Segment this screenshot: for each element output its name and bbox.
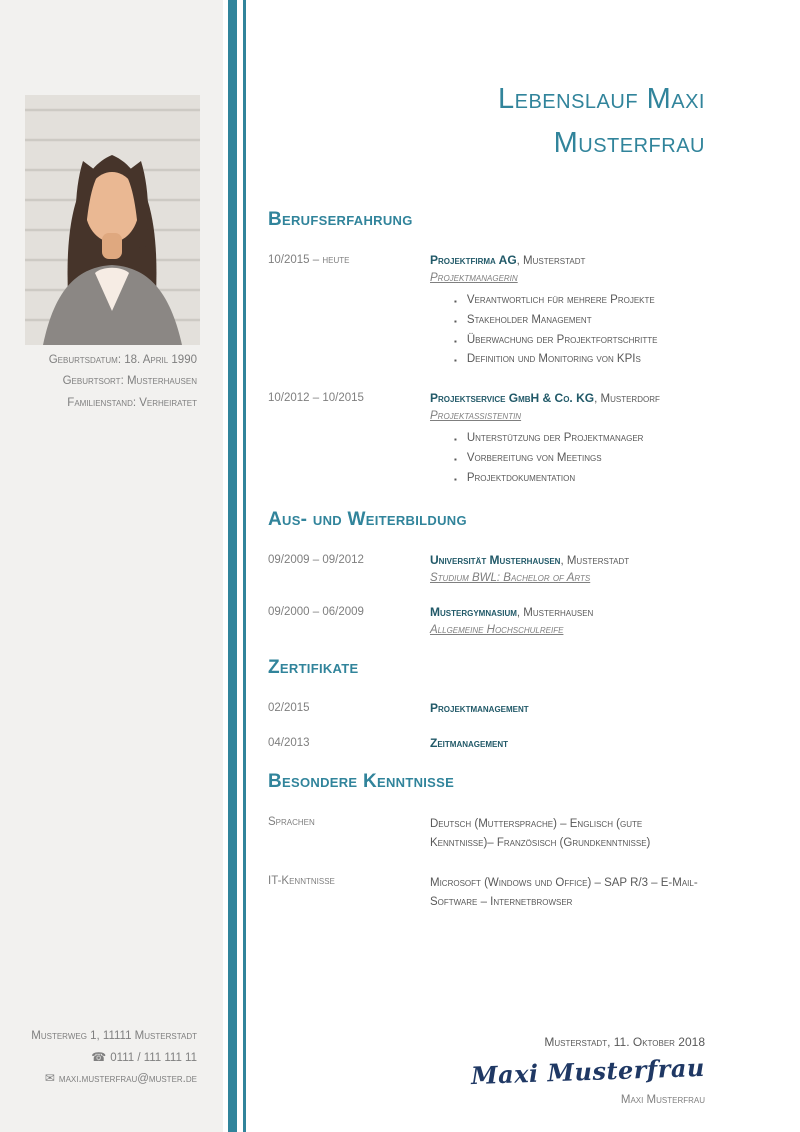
main-content xyxy=(268,78,705,933)
bullet-item xyxy=(430,331,705,351)
education-detail: Allgemeine Hochschulreife xyxy=(430,624,564,637)
education-entry xyxy=(268,605,705,636)
divider-bar-thick xyxy=(228,0,237,1132)
entry-period: 09/2000 – 06/2009 xyxy=(268,606,364,619)
marital-status-text: Familienstand: Verheiratet xyxy=(67,396,197,409)
certificate-name: Projektmanagement xyxy=(430,701,529,716)
section-heading-education: Aus- und Weiterbildung xyxy=(268,509,467,531)
bullet-text: Projektdokumentation xyxy=(466,471,576,484)
entry-period: 10/2012 – 10/2015 xyxy=(268,392,364,405)
entry-detail xyxy=(430,701,705,715)
certificate-entry xyxy=(268,701,705,715)
email-line xyxy=(0,1068,197,1090)
institution-name: Mustergymnasium xyxy=(430,605,517,620)
company-location: , Musterstadt xyxy=(516,255,586,267)
entry-period: 02/2015 xyxy=(268,702,310,715)
printed-name-text: Maxi Musterfrau xyxy=(620,1094,705,1106)
bullet-item xyxy=(430,449,705,469)
company-name: Projektservice GmbH & Co. KG xyxy=(430,391,595,406)
section-skills xyxy=(268,771,705,912)
company-location: , Musterdorf xyxy=(594,393,660,406)
bullet-icon: ▪ xyxy=(454,297,457,306)
bullet-text: Unterstützung der Projektmanager xyxy=(466,432,644,445)
job-title: Projektassistentin xyxy=(430,410,522,423)
bullet-icon: ▪ xyxy=(454,454,457,464)
bullet-item xyxy=(430,291,705,311)
certificate-entry xyxy=(268,736,705,750)
envelope-icon: ✉ xyxy=(44,1071,55,1086)
institution-line xyxy=(430,553,705,567)
experience-entry xyxy=(268,391,705,488)
entry-period: 09/2009 – 09/2012 xyxy=(268,554,364,567)
institution-location: , Musterstadt xyxy=(560,555,630,568)
section-heading-experience: Berufserfahrung xyxy=(268,209,413,230)
title-line-2: Musterfrau xyxy=(553,126,705,159)
signature-block xyxy=(471,1035,705,1106)
bullet-text: Verantwortlich für mehrere Projekte xyxy=(466,294,655,306)
skill-entry xyxy=(268,815,705,853)
place-date-text: Musterstadt, 11. Oktober 2018 xyxy=(544,1035,705,1049)
institution-name: Universität Musterhausen xyxy=(430,553,561,568)
entry-detail xyxy=(430,553,705,584)
phone-icon: ☎ xyxy=(91,1049,107,1064)
bullet-icon: ▪ xyxy=(454,356,457,366)
address-text: Musterweg 1, 11111 Musterstadt xyxy=(31,1029,197,1042)
company-line xyxy=(430,253,705,267)
section-heading-skills: Besondere Kenntnisse xyxy=(268,771,455,793)
bullet-text: Überwachung der Projektfortschritte xyxy=(466,333,658,346)
skill-text: Deutsch (Muttersprache) – Englisch (gute Kenntnisse)– Französisch (Grundkenntnisse) xyxy=(430,818,651,850)
bullet-item xyxy=(430,311,705,331)
phone-text: 0111 / 111 111 11 xyxy=(110,1051,197,1064)
contact-info xyxy=(0,1026,197,1090)
skill-label: Sprachen xyxy=(268,816,315,829)
birthdate-text: Geburtsdatum: 18. April 1990 xyxy=(48,354,197,366)
page-title xyxy=(268,78,705,165)
entry-detail xyxy=(430,391,705,488)
company-name: Projektfirma AG xyxy=(430,253,517,267)
institution-location: , Musterhausen xyxy=(516,607,594,620)
email-text: maxi.musterfrau@muster.de xyxy=(58,1073,197,1086)
divider-bar-thin xyxy=(243,0,246,1132)
bullet-icon: ▪ xyxy=(454,316,457,326)
bullet-list xyxy=(430,429,705,488)
entry-detail xyxy=(430,736,705,750)
institution-line xyxy=(430,605,705,619)
sidebar xyxy=(0,0,223,1132)
bullet-text: Definition und Monitoring von KPIs xyxy=(466,353,641,366)
section-education xyxy=(268,509,705,636)
section-heading-certificates: Zertifikate xyxy=(268,657,359,679)
bullet-icon: ▪ xyxy=(454,474,457,484)
education-detail: Studium BWL: Bachelor of Arts xyxy=(430,572,591,585)
company-line xyxy=(430,391,705,405)
job-title: Projektmanagerin xyxy=(430,272,518,284)
entry-detail xyxy=(430,605,705,636)
entry-period: 10/2015 – heute xyxy=(268,254,350,266)
handwritten-signature: Maxi Musterfrau xyxy=(470,1052,706,1091)
applicant-photo xyxy=(25,95,200,345)
bullet-item xyxy=(430,429,705,449)
applicant-photo-illustration xyxy=(25,95,200,345)
entry-detail xyxy=(430,253,705,370)
bullet-item xyxy=(430,469,705,489)
bullet-icon: ▪ xyxy=(454,336,457,346)
title-line-1: Lebenslauf Maxi xyxy=(497,83,705,115)
entry-period: 04/2013 xyxy=(268,737,310,750)
bullet-icon: ▪ xyxy=(454,435,457,445)
skill-text: Microsoft (Windows und Office) – SAP R/3 – E-Mail-Software – Internetbrowser xyxy=(430,877,698,909)
section-certificates xyxy=(268,657,705,750)
bullet-item xyxy=(430,350,705,370)
bullet-text: Vorbereitung von Meetings xyxy=(466,451,602,464)
section-experience xyxy=(268,209,705,488)
personal-info xyxy=(0,350,197,414)
certificate-name: Zeitmanagement xyxy=(430,736,508,751)
birthplace-text: Geburtsort: Musterhausen xyxy=(62,375,197,388)
experience-entry xyxy=(268,253,705,370)
bullet-text: Stakeholder Management xyxy=(466,313,592,326)
skill-label: IT-Kenntnisse xyxy=(268,875,335,888)
education-entry xyxy=(268,553,705,584)
bullet-list xyxy=(430,291,705,370)
phone-line xyxy=(0,1047,197,1069)
skill-entry xyxy=(268,874,705,912)
